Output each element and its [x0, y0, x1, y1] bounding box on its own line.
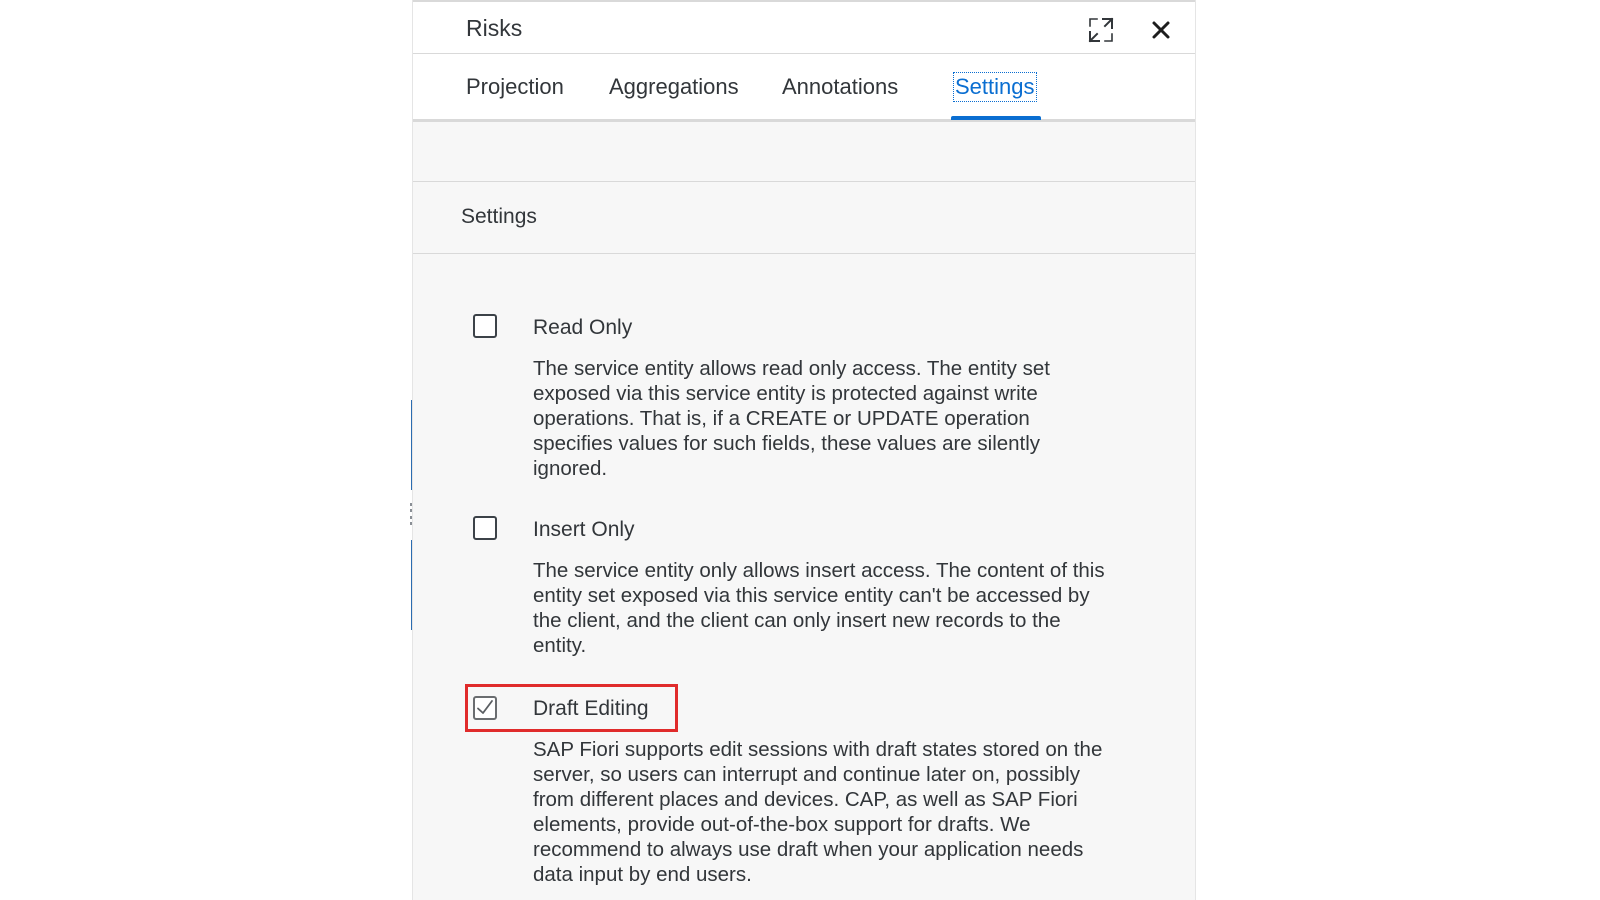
draft-editing-checkbox[interactable] [473, 696, 497, 720]
section-title: Settings [461, 205, 537, 228]
read-only-description: The service entity allows read only access. The entity set exposed via this service entity is protected against write operations. That is, if a CREATE or UPDATE operation specifies values for such fields, these values are silently ignored. [533, 357, 1050, 480]
insert-only-checkbox[interactable] [473, 516, 497, 540]
expand-button[interactable] [1085, 14, 1117, 46]
tab-projection[interactable]: Projection [466, 74, 564, 99]
dialog-title: Risks [466, 15, 523, 41]
expand-icon [1088, 17, 1114, 43]
tab-settings[interactable]: Settings [955, 74, 1035, 99]
divider [413, 253, 1195, 254]
insert-only-description: The service entity only allows insert access. The content of this entity set exposed via this service entity can't be accessed by the client, and the client can only insert new records to the entity. [533, 559, 1105, 657]
dialog-header [413, 2, 1195, 54]
read-only-checkbox[interactable] [473, 314, 497, 338]
checkmark-icon [476, 699, 494, 717]
tab-aggregations[interactable]: Aggregations [609, 74, 739, 99]
tab-annotations[interactable]: Annotations [782, 74, 899, 99]
close-icon [1151, 20, 1171, 40]
active-tab-indicator [951, 116, 1041, 120]
read-only-label: Read Only [533, 316, 633, 339]
draft-editing-label: Draft Editing [533, 697, 649, 720]
risks-dialog-panel [412, 0, 1196, 900]
close-button[interactable] [1145, 14, 1177, 46]
insert-only-label: Insert Only [533, 518, 635, 541]
tab-bar [413, 54, 1195, 122]
draft-editing-description: SAP Fiori supports edit sessions with draft states stored on the server, so users can interrupt and continue later on, possibly from different places and devices. CAP, as well as SAP Fiori elements, provide out-of-the-box support for drafts. We recommend to always use draft when your application needs data input by end users. [533, 738, 1103, 886]
divider [413, 181, 1195, 182]
